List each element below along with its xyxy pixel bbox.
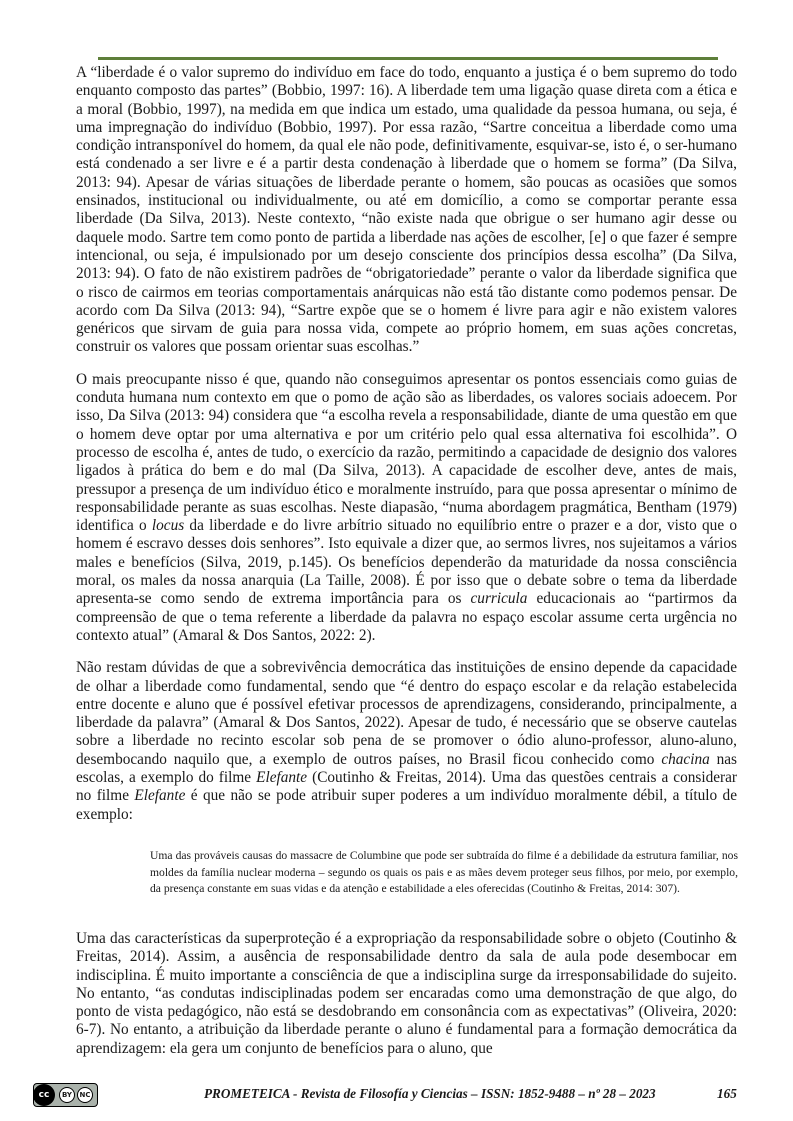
block-quote: Uma das prováveis causas do massacre de Columbine que pode ser subtraída do filme é a debilidade da estrutura familiar, nos moldes da família nuclear moderna – segundo os quais os pais e as mães devem proteger seus filhos, por meio, por exemplo, da presença constante em suas vidas e da atenção e estabilidade a eles oferecidas (Coutinho & Freitas, 2014: 307).	[150, 849, 738, 896]
attribution-icon: BY	[59, 1087, 75, 1103]
body-text-continued	[76, 930, 737, 1058]
italic-term: chacina	[661, 750, 710, 768]
italic-term: Elefante	[256, 768, 308, 786]
cc-icon: cc	[33, 1084, 55, 1106]
creative-commons-badge[interactable]	[33, 1083, 98, 1107]
noncommercial-icon: NC	[77, 1087, 93, 1103]
page-number: 165	[717, 1086, 737, 1101]
paragraph-3: Não restam dúvidas de que a sobrevivência democrática das instituições de ensino depende da capacidade de olhar a liberdade como fundamental, sendo que “é dentro do espaço escolar e da relação estabelecida entre docente e aluno que é possível efetivar processos de aprendizagens, considerando, principalmente, a liberdade da palavra” (Amaral & Dos Santos, 2022). Apesar de tudo, é necessário que se observe cautelas sobre a liberdade no recinto escolar sob pena de se promover o ódio aluno-professor, aluno-aluno, desembocando naquilo que, a exemplo de outros países, no Brasil ficou conhecido como chacina nas escolas, a exemplo do filme Elefante (Coutinho & Freitas, 2014). Uma das questões centrais a considerar no filme Elefante é que não se pode atribuir super poderes a um indivíduo moralmente débil, a título de exemplo:	[76, 659, 737, 823]
header-rule	[98, 57, 718, 60]
paragraph-4: Uma das características da superproteção é a expropriação da responsabilidade sobre o objeto (Coutinho & Freitas, 2014). Assim, a ausência de responsabilidade dentro da sala de aula pode desembocar em indisciplina. É muito importante a consciência de que a indisciplina surge da irresponsabilidade do sujeito. No entanto, “as condutas indisciplinadas podem ser encaradas como uma demonstração de que algo, do ponto de vista pedagógico, não está se desdobrando em consonância com as expectativas” (Oliveira, 2020: 6-7). No entanto, a atribuição da liberdade perante o aluno é fundamental para a formação democrática da aprendizagem: ela gera um conjunto de benefícios para o aluno, que	[76, 930, 737, 1057]
italic-term: locus	[151, 517, 185, 535]
journal-citation: PROMETEICA - Revista de Filosofía y Ciencias – ISSN: 1852-9488 – nº 28 – 2023	[204, 1086, 656, 1101]
body-text	[76, 64, 737, 838]
paragraph-2: O mais preocupante nisso é que, quando não conseguimos apresentar os pontos essenciais como guias de conduta humana num contexto em que o pomo de ação são as liberdades, os valores sociais adoecem. Por isso, Da Silva (2013: 94) considera que “a escolha revela a responsabilidade, diante de uma questão em que o homem deve optar por uma alternativa e por um critério pelo qual essa alternativa foi escolhida”. O processo de escolha é, antes de tudo, o exercício da razão, permitindo a capacidade de designio dos valores ligados à prática do bem e do mal (Da Silva, 2013). A capacidade de escolher deve, antes de mais, pressupor a presença de um indivíduo ético e moralmente instruído, para que possa apresentar o mínimo de responsabilidade perante as suas escolhas. Neste diapasão, “numa abordagem pragmática, Bentham (1979) identifica o locus da liberdade e do livre arbítrio situado no equilíbrio entre o prazer e a dor, visto que o homem é escravo desses dois senhores”. Isto equivale a dizer que, ao sermos livres, nos sujeitamos a vários males e benefícios (Silva, 2019, p.145). Os benefícios dependerão da maturidade da nossa consciência moral, os males da nossa anarquia (La Taille, 2008). É por isso que o debate sobre o tema da liberdade apresenta-se como sendo de extrema importância para os curricula educacionais ao “partirmos da compreensão de que o tema referente a liberdade da palavra no espaço escolar assume certa urgência no contexto atual” (Amaral & Dos Santos, 2022: 2).	[76, 370, 737, 644]
page-footer	[0, 1080, 793, 1110]
italic-term: curricula	[470, 590, 528, 608]
italic-term: Elefante	[134, 787, 186, 805]
paragraph-1: A “liberdade é o valor supremo do indivíduo em face do todo, enquanto a justiça é o bem supremo do todo enquanto composto das partes” (Bobbio, 1997: 16). A liberdade tem uma ligação quase direta com a ética e a moral (Bobbio, 1997), na medida em que indica um estado, uma qualidade da pessoa humana, ou seja, é uma impregnação do indivíduo (Bobbio, 1997). Por essa razão, “Sartre conceitua a liberdade como uma condição intransponível do homem, da qual ele não pode, definitivamente, esquivar-se, isto é, o ser-humano está condenado a ser livre e é a partir desta condenação à liberdade que o homem se forma” (Da Silva, 2013: 94). Apesar de várias situações de liberdade perante o homem, são poucas as ocasiões que somos ensinados, institucional ou individualmente, ou até em domicílio, a como se comportar perante essa liberdade (Da Silva, 2013). Neste contexto, “não existe nada que obrigue o ser humano agir desse ou daquele modo. Sartre tem como ponto de partida a liberdade nas ações de escolher, [e] o que fazer é sempre intencional, ou seja, é impulsionado por um desejo consciente dos princípios dessa escolha” (Da Silva, 2013: 94). O fato de não existirem padrões de “obrigatoriedade” perante o valor da liberdade significa que o risco de cairmos em teorias comportamentais anárquicas não está tão distante como podemos pensar. De acordo com Da Silva (2013: 94), “Sartre expõe que se o homem é livre para agir e não existem valores genéricos que sirvam de guia para nossa vida, compete ao próprio homem, em suas ações concretas, construir os valores que possam orientar suas escolhas.”	[76, 64, 737, 356]
